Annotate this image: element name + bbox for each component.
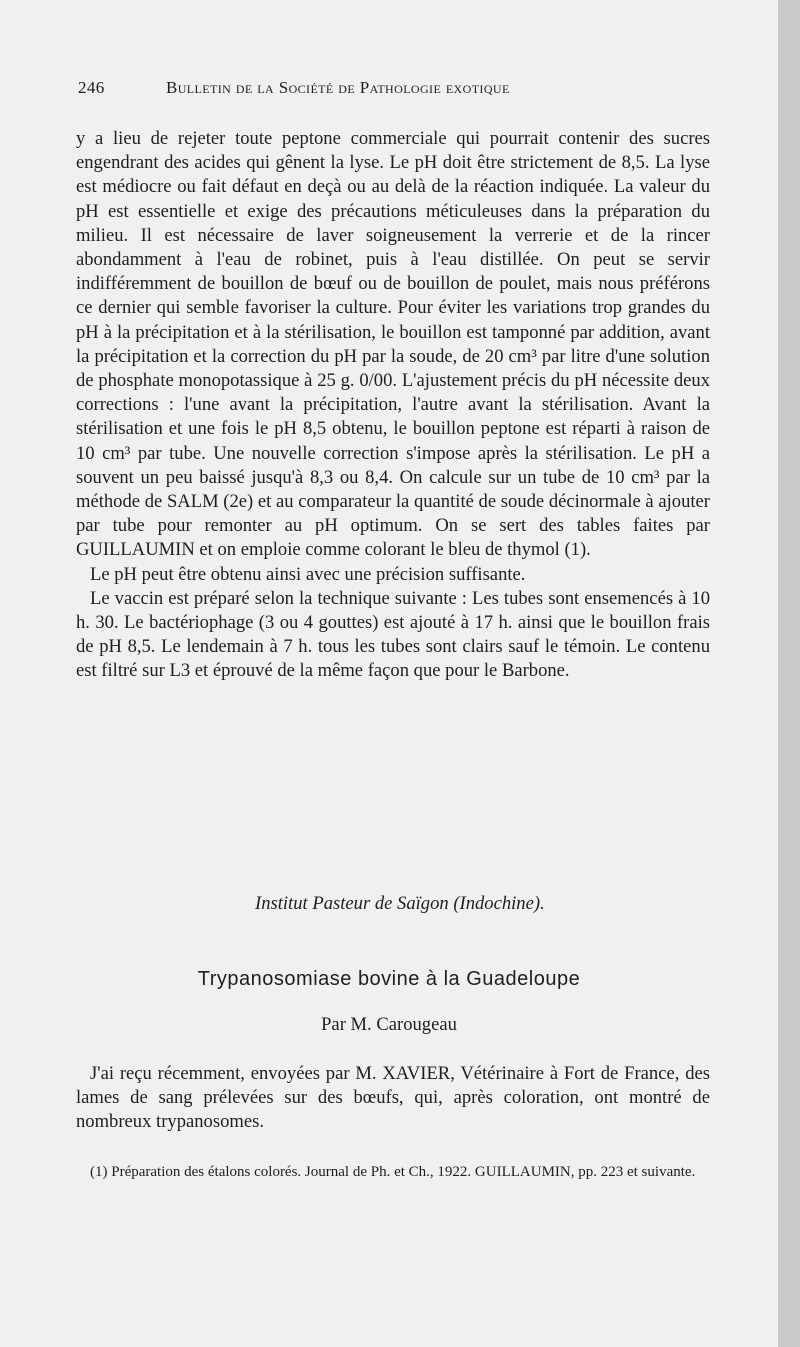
body-text (76, 127, 710, 684)
article-paragraph: J'ai reçu récemment, envoyées par M. XAVIER, Vétérinaire à Fort de France, des lames de sang prélevées sur des bœufs, qui, après coloration, ont montré de nombreux trypanosomes. (76, 1063, 710, 1133)
article-byline: Par M. Carougeau (321, 1014, 457, 1035)
paragraph-continued: y a lieu de rejeter toute peptone commerciale qui pourrait contenir des sucres engendrant des acides qui gênent la lyse. Le pH doit être strictement de 8,5. La lyse est médiocre ou fait défaut en deçà ou au delà de la réaction indiquée. La valeur du pH est essentielle et exige des précautions méticuleuses dans la préparation du milieu. Il est nécessaire de laver soigneusement la verrerie et de la rincer abondamment à l'eau de robinet, puis à l'eau distillée. On peut se servir indifféremment de bouillon de bœuf ou de bouillon de poulet, mais nous préférons ce dernier qui semble favoriser la culture. Pour éviter les variations trop grandes du pH à la précipitation et à la stérilisation, le bouillon est tamponné par addition, avant la précipitation et la correction du pH par la soude, de 20 cm³ par litre d'une solution de phosphate monopotassique à 25 g. 0/00. L'ajustement précis du pH nécessite deux corrections : l'une avant la précipitation, l'autre avant la stérilisation. Avant la stérilisation et une fois le pH 8,5 obtenu, le bouillon peptone est réparti à raison de 10 cm³ par tube. Une nouvelle correction s'impose après la stérilisation. Le pH a souvent un peu baissé jusqu'à 8,3 ou 8,4. On calcule sur un tube de 10 cm³ par la méthode de SALM (2e) et au comparateur la quantité de soude décinormale à ajouter par tube pour remonter au pH optimum. On se sert des tables faites par GUILLAUMIN et on emploie comme colorant le bleu de thymol (1). (76, 128, 710, 561)
running-head (78, 78, 708, 98)
paragraph: Le vaccin est préparé selon la technique suivante : Les tubes sont ensemencés à 10 h. 30. Le bactériophage (3 ou 4 gouttes) est ajouté à 17 h. ainsi que le bouillon frais de pH 8,5. Le lendemain à 7 h. tous les tubes sont clairs sauf le témoin. Le contenu est filtré sur L3 et éprouvé de la même façon que pour le Barbone. (76, 587, 710, 682)
article-text (76, 1062, 710, 1135)
article-title: Trypanosomiase bovine à la Guadeloupe (197, 968, 581, 990)
footnote-text: (1) Préparation des étalons colorés. Journal de Ph. et Ch., 1922. GUILLAUMIN, pp. 223 et suivante. (90, 1164, 696, 1180)
page-number: 246 (78, 78, 105, 97)
journal-title: Bulletin de la Société de Pathologie exotique (166, 78, 510, 97)
paragraph: Le pH peut être obtenu ainsi avec une précision suffisante. (90, 563, 526, 585)
page-edge (778, 0, 800, 1347)
institution-signature: Institut Pasteur de Saïgon (Indochine). (255, 893, 545, 914)
footnote (76, 1163, 710, 1182)
